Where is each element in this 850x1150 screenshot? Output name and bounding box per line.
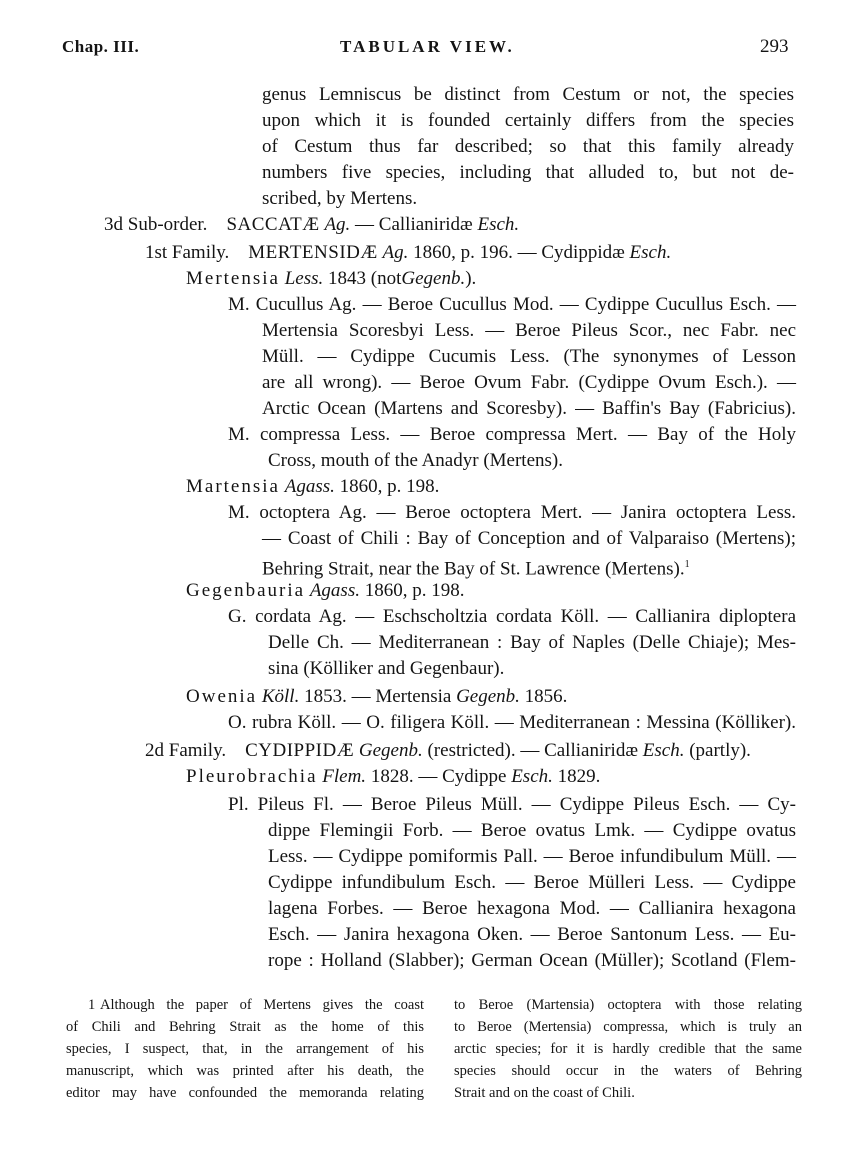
family-heading [145, 240, 671, 266]
text-line: M. octoptera Ag. — Beroe octoptera Mert. — Janira octoptera Less. [228, 502, 796, 523]
text-line: Pl. Pileus Fl. — Beroe Pileus Müll. — Cydippe Pileus Esch. — Cy- [228, 794, 796, 815]
footnote-line: species, I suspect, that, in the arrangement of his [66, 1041, 424, 1057]
suborder-name: SACCATÆ [226, 214, 320, 235]
genus-detail-close: ). [465, 268, 477, 289]
genus-detail-tail: 1856. [524, 686, 568, 707]
text-line: rope : Holland (Slabber); German Ocean (Müller); Scotland (Flem- [268, 950, 796, 971]
suborder-authority: Ag. [324, 214, 351, 235]
genus-heading [186, 578, 464, 604]
text-line: Less. — Cydippe pomiformis Pall. — Beroe infundibulum Müll. — [268, 846, 796, 867]
text-line: G. cordata Ag. — Eschscholtzia cordata Köll. — Callianira diploptera [228, 606, 796, 627]
footnote-line: of Chili and Behring Strait as the home of this [66, 1019, 424, 1035]
text-line: Delle Ch. — Mediterranean : Bay of Naples (Delle Chiaje); Mes- [268, 632, 796, 653]
genus-detail: 1828. — Cydippe [370, 766, 507, 787]
text-line: numbers five species, including that alluded to, but not de- [262, 162, 794, 183]
footnote-line: species should occur in the waters of Behring [454, 1063, 802, 1079]
suborder-heading [104, 212, 519, 238]
genus-heading [186, 266, 476, 292]
species-entry: O. rubra Köll. — O. filigera Köll. — Mediterranean : Messina (Kölliker). [228, 712, 796, 733]
genus-detail-tail: 1829. [557, 766, 601, 787]
family-detail-authority: Esch. [629, 242, 672, 263]
text-line-content: Behring Strait, near the Bay of St. Lawrence (Mertens). [262, 558, 685, 580]
footnote-marker: 1 [88, 997, 96, 1013]
genus-detail: 1843 (not [328, 268, 402, 289]
family-label: 2d Family. [145, 740, 227, 761]
family-authority: Ag. [382, 242, 409, 263]
genus-detail-authority: Gegenb. [401, 268, 466, 289]
suborder-synonym: — Callianiridæ [355, 214, 473, 235]
text-line: M. compressa Less. — Beroe compressa Mert. — Bay of the Holy [228, 424, 796, 445]
footnote-line: Strait and on the coast of Chili. [454, 1085, 635, 1101]
footnote-line: editor may have confounded the memoranda relating [66, 1085, 424, 1101]
text-line: scribed, by Mertens. [262, 188, 418, 209]
family-name: MERTENSIDÆ [248, 242, 378, 263]
family-name: CYDIPPIDÆ [245, 740, 355, 761]
footnote-line: Although the paper of Mertens gives the coast [100, 997, 424, 1013]
text-line: Cydippe infundibulum Esch. — Beroe Mülleri Less. — Cydippe [268, 872, 796, 893]
text-line: genus Lemniscus be distinct from Cestum or not, the species [262, 84, 794, 105]
family-label: 1st Family. [145, 242, 230, 263]
genus-name: Mertensia [186, 268, 280, 289]
genus-detail: 1860, p. 198. [339, 476, 440, 497]
footnote-line: to Beroe (Martensia) octoptera with those relating [454, 997, 802, 1013]
running-head-title: TABULAR VIEW. [340, 37, 515, 56]
text-line: of Cestum thus far described; so that this family already [262, 136, 794, 157]
text-line: M. Cucullus Ag. — Beroe Cucullus Mod. — Cydippe Cucullus Esch. — [228, 294, 796, 315]
family-detail-authority: Esch. [642, 740, 685, 761]
genus-detail: 1860, p. 198. [364, 580, 465, 601]
suborder-label: 3d Sub-order. [104, 214, 208, 235]
suborder-synonym-authority: Esch. [477, 214, 520, 235]
family-detail-tail: (partly). [689, 740, 751, 761]
family-detail: (restricted). — Callianiridæ [427, 740, 639, 761]
text-line: — Coast of Chili : Bay of Conception and of Valparaiso (Mertens); [262, 528, 796, 549]
family-authority: Gegenb. [358, 740, 423, 761]
footnote-line: to Beroe (Mertensia) compressa, which is truly an [454, 1019, 802, 1035]
genus-detail: 1853. — Mertensia [304, 686, 452, 707]
footnote-marker: 1 [684, 559, 690, 570]
genus-authority: Agass. [284, 476, 335, 497]
text-line: Cross, mouth of the Anadyr (Mertens). [268, 450, 563, 471]
text-line: Mertensia Scoresbyi Less. — Beroe Pileus Scor., nec Fabr. nec [262, 320, 796, 341]
footnote-line: manuscript, which was printed after his death, the [66, 1063, 424, 1079]
text-line: lagena Forbes. — Beroe hexagona Mod. — Callianira hexagona [268, 898, 796, 919]
genus-name: Gegenbauria [186, 580, 306, 601]
genus-authority: Flem. [322, 766, 367, 787]
text-line: sina (Kölliker and Gegenbaur). [268, 658, 505, 679]
family-detail: 1860, p. 196. — Cydippidæ [413, 242, 625, 263]
text-line: are all wrong). — Beroe Ovum Fabr. (Cydippe Ovum Esch.). — [262, 372, 796, 393]
genus-heading [186, 764, 600, 790]
page-number: 293 [760, 36, 789, 57]
text-line: upon which it is founded certainly differs from the species [262, 110, 794, 131]
genus-detail-authority: Esch. [511, 766, 553, 787]
footnote-line: arctic species; for it is hardly credible that the same [454, 1041, 802, 1057]
family-heading [145, 738, 751, 764]
genus-authority: Köll. [261, 686, 300, 707]
genus-heading [186, 684, 567, 710]
genus-name: Martensia [186, 476, 280, 497]
text-line: Müll. — Cydippe Cucumis Less. (The synonymes of Lesson [262, 346, 796, 367]
genus-name: Owenia [186, 686, 258, 707]
genus-detail-authority: Gegenb. [456, 686, 520, 707]
genus-authority: Less. [284, 268, 324, 289]
text-line: Arctic Ocean (Martens and Scoresby). — Baffin's Bay (Fabricius). [262, 398, 796, 419]
genus-authority: Agass. [309, 580, 360, 601]
genus-heading [186, 474, 439, 500]
text-line: dippe Flemingii Forb. — Beroe ovatus Lmk. — Cydippe ovatus [268, 820, 796, 841]
running-head-chapter: Chap. III. [62, 37, 140, 56]
text-line: Esch. — Janira hexagona Oken. — Beroe Santonum Less. — Eu- [268, 924, 796, 945]
genus-name: Pleurobrachia [186, 766, 318, 787]
